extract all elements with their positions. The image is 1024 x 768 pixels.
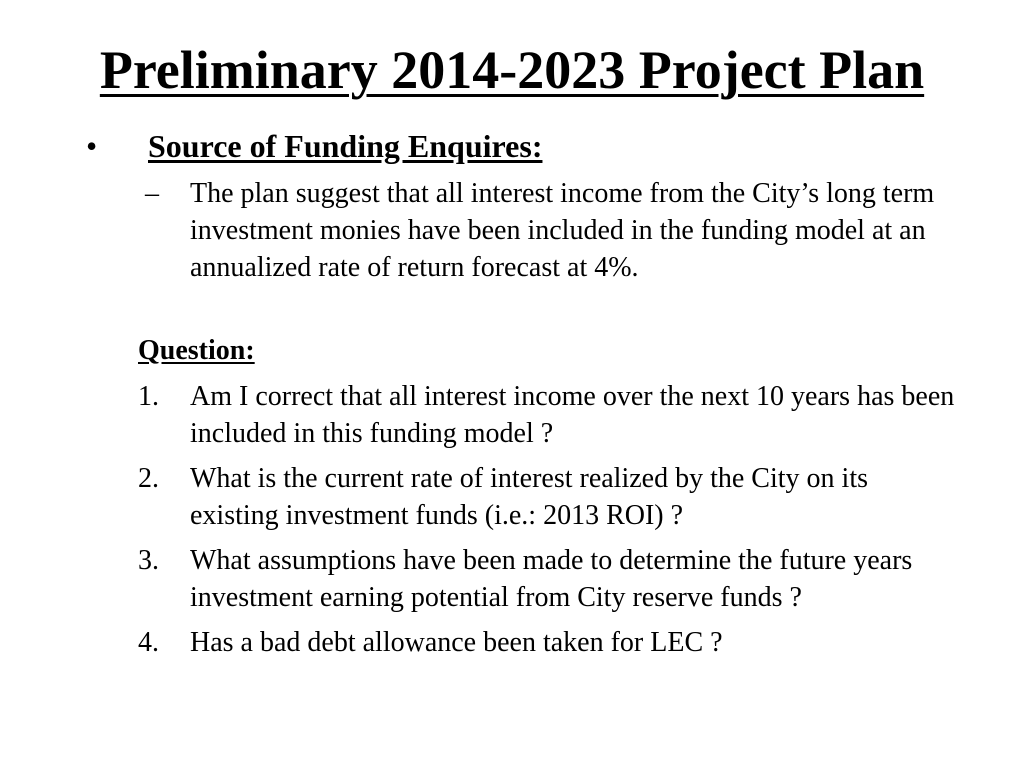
bullet-heading: Source of Funding Enquires: xyxy=(148,128,543,164)
question-item xyxy=(138,378,958,452)
question-text: What is the current rate of interest realized by the City on its existing investment funds (i.e.: 2013 ROI) ? xyxy=(190,463,868,531)
question-number: 3. xyxy=(138,545,159,576)
question-text: What assumptions have been made to determine the future years investment earning potential from City reserve funds ? xyxy=(190,545,913,613)
question-number: 2. xyxy=(138,463,159,494)
question-number: 4. xyxy=(138,627,159,658)
question-item xyxy=(138,460,958,534)
sub-bullet-text: The plan suggest that all interest income from the City’s long term investment monies have been included in the funding model at an annualized rate of return forecast at 4%. xyxy=(190,178,935,283)
question-list xyxy=(138,378,958,669)
dash-marker: – xyxy=(145,178,159,209)
question-number: 1. xyxy=(138,381,159,412)
bullet-marker: • xyxy=(86,128,98,164)
question-text: Has a bad debt allowance been taken for LEC ? xyxy=(190,627,723,658)
question-item xyxy=(138,542,958,616)
question-label: Question: xyxy=(138,335,255,366)
question-text: Am I correct that all interest income over the next 10 years has been included in this funding model ? xyxy=(190,381,955,449)
bullet-source-of-funding xyxy=(86,125,542,167)
sub-bullet xyxy=(145,175,965,286)
question-item xyxy=(138,624,958,661)
slide-title: Preliminary 2014-2023 Project Plan xyxy=(99,40,925,100)
